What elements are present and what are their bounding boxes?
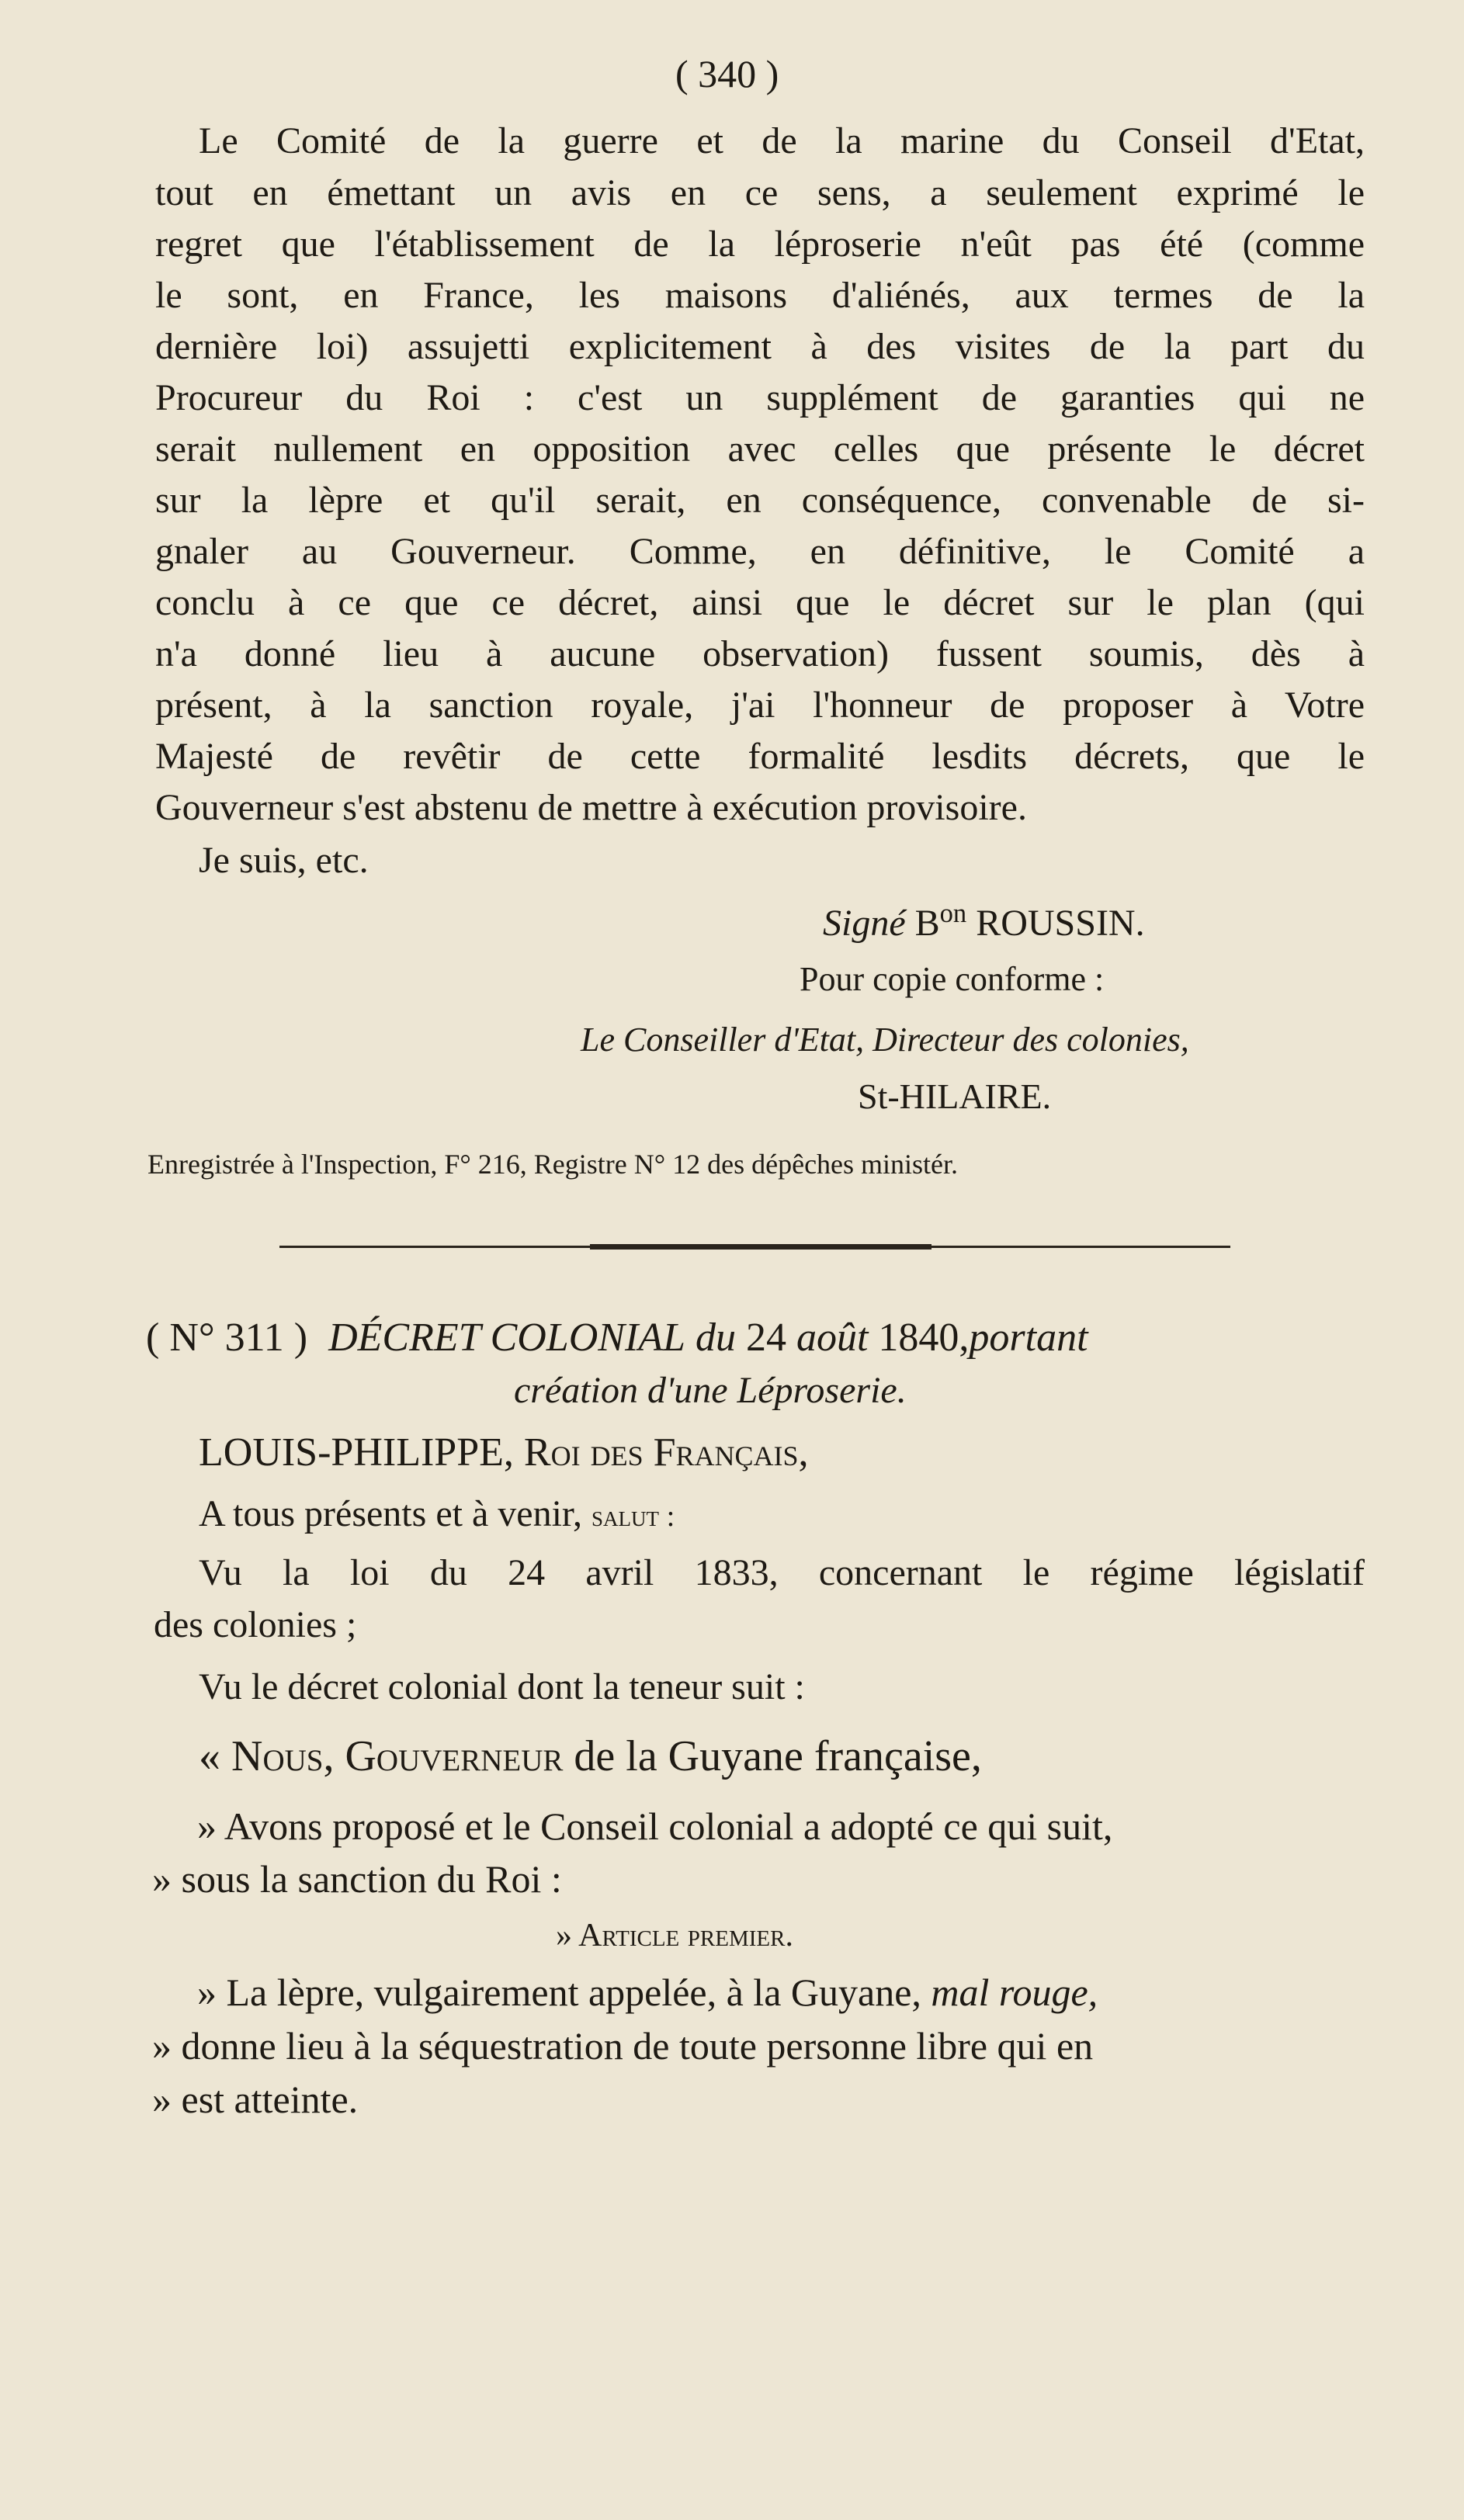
gouverneur-word: Gouverneur xyxy=(345,1732,564,1780)
guyane-text: de la Guyane française, xyxy=(574,1732,982,1780)
st-hilaire: St-HILAIRE. xyxy=(858,1076,1052,1116)
letter-line: conclu à ce que ce décret, ainsi que le décret sur le plan (qui xyxy=(155,582,1365,623)
decree-subtitle: création d'une Léproserie. xyxy=(514,1370,907,1411)
signature xyxy=(823,900,1145,942)
decree-portant: portant xyxy=(969,1315,1088,1360)
vu-loi-line: Vu la loi du 24 avril 1833, concernant le régime législatif xyxy=(199,1552,1365,1593)
lepre-line: » La lèpre, vulgairement appelée, à la Guyane, mal rouge, xyxy=(197,1971,1098,2014)
article-heading: » Article premier. xyxy=(556,1918,793,1953)
mal-rouge: mal rouge, xyxy=(931,1971,1098,2014)
letter-line: regret que l'établissement de la léproserie n'eût pas été (comme xyxy=(155,224,1365,265)
letter-line: dernière loi) assujetti explicitement à des visites de la part du xyxy=(155,326,1365,367)
avons-line: » Avons proposé et le Conseil colonial a adopté ce qui suit, xyxy=(197,1804,1113,1848)
decree-number: ( N° 311 ) xyxy=(146,1315,308,1360)
letter-line: Procureur du Roi : c'est un supplément de garanties qui ne xyxy=(155,377,1365,418)
letter-line: sur la lèpre et qu'il serait, en conséquence, convenable de si- xyxy=(155,480,1365,521)
section-divider-thick xyxy=(590,1244,931,1250)
vu-decret-line: Vu le décret colonial dont la teneur suit : xyxy=(199,1666,805,1707)
closing: Je suis, etc. xyxy=(199,840,369,881)
lepre-line-3: » est atteinte. xyxy=(152,2078,359,2121)
decree-title: DÉCRET COLONIAL xyxy=(328,1315,685,1360)
copie-conforme: Pour copie conforme : xyxy=(800,960,1105,998)
letter-line: Gouverneur s'est abstenu de mettre à exécution provisoire. xyxy=(155,787,1027,828)
decree-du: du xyxy=(695,1315,736,1360)
king-line xyxy=(199,1430,809,1475)
king-name: LOUIS-PHILIPPE, xyxy=(199,1430,514,1475)
conseiller-title: Le Conseiller d'Etat, Directeur des colonies, xyxy=(581,1021,1189,1059)
lepre-line-2: » donne lieu à la séquestration de toute personne libre qui en xyxy=(152,2024,1094,2068)
nous-line: « Nous, Gouverneur de la Guyane française, xyxy=(199,1732,982,1780)
letter-line: Le Comité de la guerre et de la marine du Conseil d'Etat, xyxy=(199,120,1365,161)
nous-word: Nous, xyxy=(231,1732,335,1780)
decree-title-line xyxy=(146,1315,1088,1360)
registration-note: Enregistrée à l'Inspection, F° 216, Registre N° 12 des dépêches ministér. xyxy=(147,1149,959,1180)
salut-word: salut : xyxy=(591,1500,675,1533)
signature-name: ROUSSIN. xyxy=(976,903,1145,944)
salut-line: A tous présents et à venir, salut : xyxy=(199,1493,675,1534)
signature-baron: $B^{on}$ xyxy=(914,899,967,944)
letter-line: Majesté de revêtir de cette formalité lesdits décrets, que le xyxy=(155,736,1365,777)
signature-signe: Signé xyxy=(823,903,906,944)
page-number: ( 340 ) xyxy=(675,52,779,95)
letter-line: tout en émettant un avis en ce sens, a seulement exprimé le xyxy=(155,172,1365,213)
letter-line: serait nullement en opposition avec celles que présente le décret xyxy=(155,428,1365,470)
decree-month: août xyxy=(796,1315,869,1360)
decree-day: 24 xyxy=(745,1315,786,1360)
letter-line: le sont, en France, les maisons d'aliénés, aux termes de la xyxy=(155,275,1365,316)
decree-year: 1840, xyxy=(878,1315,970,1360)
vu-loi-line-2: des colonies ; xyxy=(154,1604,357,1645)
sanction-line: » sous la sanction du Roi : xyxy=(152,1857,562,1901)
letter-line: n'a donné lieu à aucune observation) fussent soumis, dès à xyxy=(155,633,1365,674)
letter-line: présent, à la sanction royale, j'ai l'honneur de proposer à Votre xyxy=(155,685,1365,726)
letter-line: gnaler au Gouverneur. Comme, en définitive, le Comité a xyxy=(155,531,1365,572)
king-title: Roi des Français, xyxy=(523,1430,809,1475)
